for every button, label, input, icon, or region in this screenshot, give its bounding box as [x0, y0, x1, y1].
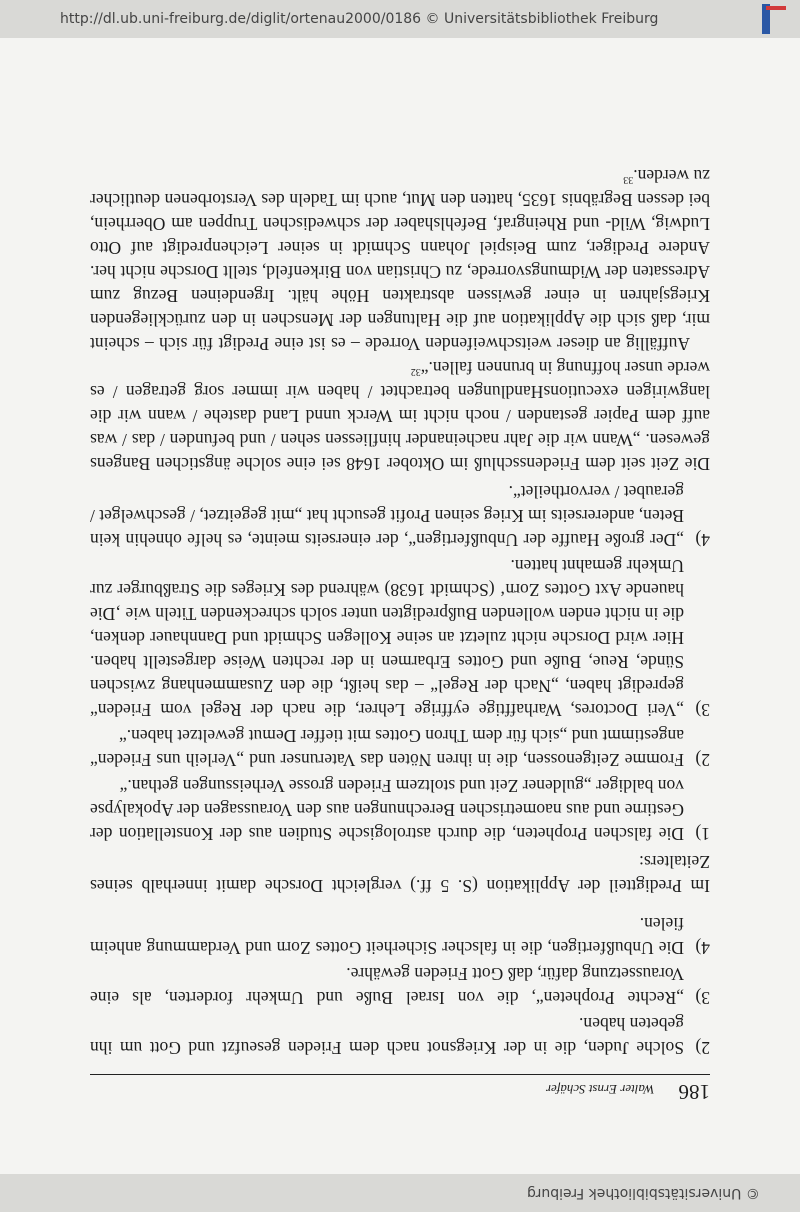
body-paragraph: Die Zeit seit dem Friedensschluß im Oktober 1648 sei eine solche ängstichen Bangens gewesen. „Wann wir die Jahr nacheinander hinfliessen sehen / und befunden / das / was auff dem Papier gestanden / noch nicht im Werck unnd Land dastehe / wann wir die langwirigen executionsHandlungen betrachtet / haben wir immer sorg getragen / es werde unser hoffnung in brunnen fallen.“$^{32}$ — [90, 358, 710, 474]
source-url-text: http://dl.ub.uni-freiburg.de/diglit/ortenau2000/0186 © Universitätsbibliothek Freiburg — [60, 11, 659, 27]
top-info-bar — [0, 0, 800, 38]
copyright-text: © Universitätsbibliothek Freiburg — [527, 1185, 760, 1201]
running-header — [90, 1074, 710, 1104]
list-item: 1) Die falschen Propheten, die durch astrologische Studien aus der Konstellation der Gestirne und aus naometrischen Berechnungen aus den Voraussagen der Apokalypse von baldiger „guldener Zeit und stoltzem Frieden grosse Verheissungen gethan.“ — [90, 776, 710, 844]
list-b — [90, 480, 710, 846]
list-a — [90, 912, 710, 1060]
intro-paragraph: Im Predigtteil der Applikation (S. 5 ff.) vergleicht Dorsche damit innerhalb seines Zeitalters: — [90, 852, 710, 896]
list-item: 2) Solche Juden, die in der Kriegsnot nach dem Frieden geseufzt und Gott um ihn gebeten haben. — [90, 1014, 710, 1058]
bottom-info-bar — [0, 1174, 800, 1212]
author-name: Walter Ernst Schäfer — [545, 1082, 655, 1097]
scanned-page — [0, 38, 800, 1174]
library-logo-icon-accent — [766, 6, 786, 10]
list-item: 3) „Veri Doctores, Warhafftige eyffrige Lehrer, die nach der Regel vom Frieden“ gepredigt haben, „Nach der Regel“ – das heißt, die den Zusammenhang zwischen Sünde, Reue, Buße und Gottes Erbarmen in der rechten Weise dargestellt haben. Hier wird Dorsche nicht zuletzt an seine Kollegen Schmidt und Dannhauer denken, die in nicht enden wollenden Bußpredigten unter solch schreckenden Titeln wie ‚Die hauende Axt Gottes Zorn‘ (Schmidt 1638) während des Krieges die Straßburger zur Umkehr gemahnt hatten. — [90, 556, 710, 720]
list-item: 3) „Rechte Propheten“, die von Israel Buße und Umkehr forderten, als eine Voraussetzung dafür, daß Gott Frieden gewähre. — [90, 964, 710, 1008]
list-item: 4) „Der große Hauffe der Unbußfertigen“, der einerseits meinte, es helfe ohnehin kein Beten, andererseits im Krieg seinen Profit gesucht hat „mit gegeitzet, / geschwelget / geraubet / vervortheilet“. — [90, 482, 710, 550]
list-item: 2) Fromme Zeitgenossen, die in ihren Nöten das Vaterunser und „Verleih uns Frieden“ angestimmt und „sich für dem Thron Gottes mit tieffer Demut geweltzet haben.“ — [90, 726, 710, 770]
footnote-ref: 32 — [410, 365, 421, 377]
page-number: 186 — [678, 1080, 710, 1104]
body-paragraph: Auffällig an dieser weitschweifenden Vorrede – es ist eine Predigt für sich – scheint mir, daß sich die Applikation auf die Haltungen der Menschen in den zurückliegenden Kriegsjahren in einer gewissen abstrakten Höhe hält. Irgendeinen Bezug zum Adressaten der Widmungsvorrede, zu Christian von Birkenfeld, stellt Dorsche nicht her. Andere Prediger, zum Beispiel Johann Schmidt in seiner Leichenpredigt auf Otto Ludwig, Wild- und Rheingraf, Befehlshaber der schwedischen Truppen am Oberrhein, bei dessen Begräbnis 1635, hatten den Mut, auch im Tadeln des Verstorbenen deutlicher zu werden.$^{33}$ — [90, 166, 710, 354]
list-item: 4) Die Unbußfertigen, die in falscher Sicherheit Gottes Zorn und Verdammung anheim fielen. — [90, 914, 710, 958]
footnote-ref: 33 — [623, 173, 634, 185]
